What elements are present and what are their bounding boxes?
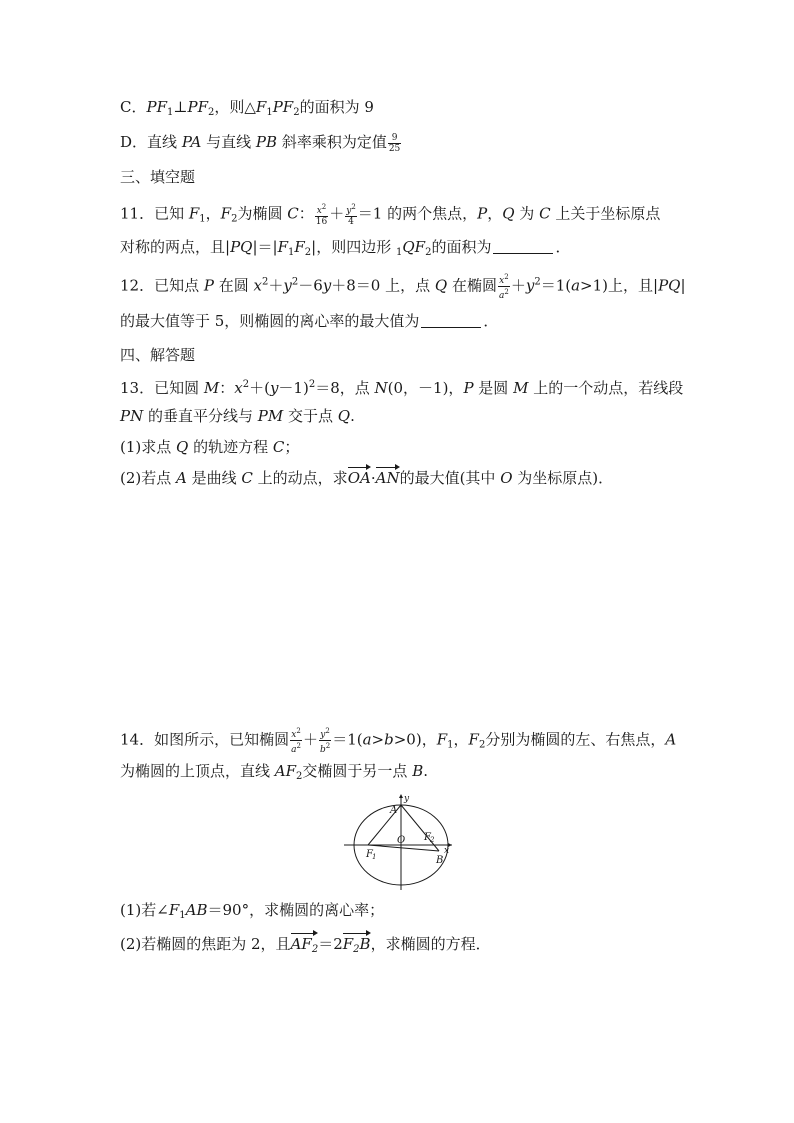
math-var: AF	[290, 935, 312, 953]
math-var: C	[272, 438, 285, 456]
answer-blank[interactable]	[493, 239, 553, 254]
math-var: C	[539, 204, 551, 223]
math-var: PQ	[230, 238, 253, 256]
q14-part1: (1)若$\angle F_1AB=90^\circ$，求椭圆的离心率；	[120, 901, 385, 921]
fraction	[388, 133, 401, 154]
label-o: O	[397, 835, 406, 846]
text: ＋	[268, 276, 284, 295]
text: ．	[483, 312, 499, 330]
math-var: F	[220, 204, 232, 223]
math-var: F	[468, 730, 479, 749]
q13-part1	[120, 437, 299, 457]
math-var: F	[168, 901, 180, 919]
frac-num: $y^2$	[320, 727, 330, 740]
text: (2)若点	[120, 469, 177, 487]
q12-line1: 12．已知点 P 在圆 $x^2+y^2-6y+8=0$ 上，点 Q 在椭圆 $\frac{x^2}{a^2}$ $+y^2=1(a>1)$上，且|PQ|	[120, 273, 686, 301]
text: 的最大值(其中	[399, 469, 501, 487]
text: ＋(	[249, 379, 270, 397]
q11-line2: 对称的两点，且$|PQ|=|F_1F_2|$，则四边形 $_1QF_2$的面积为 ．	[120, 238, 571, 258]
q13-line2	[120, 406, 355, 426]
text: .	[350, 407, 355, 425]
math-var: P	[203, 276, 214, 295]
frac-num: $x^2$	[499, 273, 509, 286]
text: >0)，	[393, 730, 437, 749]
text: 是曲线	[186, 469, 242, 487]
text: 上的动点，求	[252, 469, 348, 487]
text: ＝1(	[540, 276, 572, 295]
text: ．	[555, 238, 571, 256]
frac-den: 16	[315, 217, 328, 227]
text: 分别为椭圆的左、右焦点，	[485, 730, 666, 749]
text: ·	[370, 469, 376, 487]
text: 在椭圆	[447, 276, 497, 295]
vector-an: AN	[375, 469, 400, 487]
text: (2)若椭圆的焦距为 2，且	[120, 935, 291, 953]
math-var: F	[255, 98, 267, 116]
q14-part2	[120, 934, 491, 960]
vector-oa: OA	[347, 469, 371, 487]
frac-num: $y^2$	[346, 203, 356, 216]
frac-num: $x^2$	[291, 727, 301, 740]
option-d	[120, 132, 402, 154]
label-b: B	[436, 855, 444, 866]
y-axis-arrow	[399, 794, 403, 798]
text: ＋	[302, 730, 318, 749]
text: 为椭圆	[237, 204, 288, 223]
math-var: PN	[120, 407, 144, 425]
math-var: y	[269, 379, 279, 397]
text: ，	[453, 730, 469, 749]
fraction	[319, 726, 331, 755]
math-var: Q	[337, 407, 351, 425]
math-var: F	[436, 730, 448, 749]
fraction	[315, 202, 328, 227]
math-var: P	[477, 204, 488, 223]
text: (0，－1)，	[387, 379, 464, 397]
math-var: F	[342, 935, 354, 953]
label-f2: F	[424, 832, 431, 843]
fraction	[290, 726, 302, 755]
text: ：	[219, 379, 235, 397]
text: 对称的两点，且|	[120, 238, 231, 256]
fraction	[498, 272, 510, 301]
vector-af2: $AF_2$	[291, 934, 319, 960]
frac-num: $x^2$	[316, 203, 327, 216]
q12-line2	[120, 311, 498, 331]
math-var: y	[346, 206, 352, 216]
option-label: D．	[120, 133, 148, 151]
text: ＋	[510, 276, 526, 295]
perp-symbol: ⊥	[173, 98, 188, 116]
math-var: x	[291, 730, 297, 740]
text: ，	[487, 204, 503, 223]
math-var: b	[384, 730, 394, 749]
math-var: A	[665, 730, 677, 749]
text: ，则△	[214, 98, 256, 116]
frac-den: 4	[348, 217, 354, 227]
text: ，	[205, 204, 221, 223]
math-var: y	[320, 730, 326, 740]
label-a: A	[390, 805, 398, 816]
math-var: O	[500, 469, 513, 487]
label-f1-sub: 1	[372, 853, 377, 861]
text: 上的一个动点，若线段	[528, 379, 684, 397]
text: |	[680, 276, 686, 295]
q13-part2	[120, 468, 613, 488]
text: 11．已知	[120, 204, 189, 223]
math-var: x	[253, 276, 262, 295]
text: 在圆	[213, 276, 254, 295]
frac-den: $b^2$	[319, 742, 331, 755]
text: 斜率乘积为定值	[277, 133, 387, 151]
fraction	[345, 202, 357, 227]
text: ＝90°，求椭圆的离心率；	[207, 901, 385, 919]
q11-line1: 11．已知 $F_1$，$F_2$为椭圆 C： $\frac{x^2}{16}$ ＋ $\frac{y^2}{4}$ ＝1 的两个焦点，P，Q 为 C 上关于坐标原点	[120, 203, 661, 227]
text: 为	[514, 204, 540, 223]
math-var: PQ	[658, 276, 681, 295]
q14-line1: 14．如图所示，已知椭圆 $\frac{x^2}{a^2}$ ＋ $\frac{y^2}{b^2}$ ＝1(a>b>0)，$F_1$，$F_2$分别为椭圆的左、右焦点，A	[120, 727, 677, 755]
segment-a-b	[401, 805, 439, 851]
text: (1)求点	[120, 438, 177, 456]
math-var: y	[322, 276, 332, 295]
math-var: AF	[274, 762, 297, 780]
text: >	[371, 730, 385, 749]
math-var: PF	[187, 98, 208, 116]
label-x: x	[444, 846, 450, 856]
frac-den: $a^2$	[498, 288, 509, 301]
text: 是圆	[473, 379, 514, 397]
text: 上关于坐标原点	[550, 204, 661, 223]
q13-line1: 13．已知圆 M：$x^2+(y-1)^2=8$，点 N(0，－1)，P 是圆 M 上的一个动点，若线段	[120, 379, 684, 397]
math-var: F	[188, 204, 200, 223]
math-var: C	[287, 204, 299, 223]
math-var: N	[374, 379, 388, 397]
math-var: P	[463, 379, 474, 397]
math-var: a	[362, 730, 372, 749]
frac-num: 9	[388, 133, 401, 144]
text: 12．已知点	[120, 276, 204, 295]
text: ：	[298, 204, 314, 223]
math-var: B	[412, 762, 424, 780]
math-var: PB	[255, 133, 278, 151]
text: 交于点	[283, 407, 338, 425]
math-var: F	[277, 238, 288, 256]
text: 14．如图所示，已知椭圆	[120, 730, 290, 749]
math-var: a	[291, 745, 297, 755]
option-label: C．	[120, 98, 147, 116]
math-var: PF	[146, 98, 167, 116]
math-var: a	[571, 276, 581, 295]
math-var: y	[525, 276, 535, 295]
text: 的垂直平分线与	[143, 407, 258, 425]
math-var: b	[319, 745, 326, 755]
text: 交椭圆于另一点	[302, 762, 413, 780]
ellipse-figure	[340, 790, 460, 890]
text: －1)	[278, 379, 309, 397]
math-var: AB	[185, 901, 208, 919]
text: 的面积为 9	[299, 98, 374, 116]
math-var: C	[241, 469, 253, 487]
math-var: x	[234, 379, 243, 397]
text: (1)若∠	[120, 901, 169, 919]
text: 的轨迹方程	[188, 438, 273, 456]
section-answer-heading: 四、解答题	[120, 346, 196, 364]
math-var: x	[499, 276, 505, 286]
answer-blank[interactable]	[421, 313, 481, 328]
text: ＝2	[318, 935, 343, 953]
math-var: PF	[272, 98, 294, 116]
math-var: A	[176, 469, 187, 487]
text: 13．已知圆	[120, 379, 204, 397]
text: 的面积为	[431, 238, 492, 256]
text: ＋	[329, 204, 345, 223]
option-c: C．$PF_1\perp PF_2$，则$\triangle F_1PF_2$的面积为 9	[120, 98, 374, 118]
text: .	[423, 762, 428, 780]
text: ，求椭圆的方程．	[370, 935, 491, 953]
text: 直线	[147, 133, 182, 151]
math-var: M	[203, 379, 220, 397]
math-var: PM	[257, 407, 284, 425]
label-y: y	[404, 794, 410, 804]
text: |，则四边形	[311, 238, 396, 256]
text: ＝8，点	[315, 379, 375, 397]
math-var: Q	[434, 276, 448, 295]
text: 与直线	[201, 133, 256, 151]
text: 为椭圆的上顶点，直线	[120, 762, 275, 780]
section-fill-in-heading: 三、填空题	[120, 168, 196, 186]
text: －6	[298, 276, 323, 295]
text: ＝1 的两个焦点，	[357, 204, 478, 223]
frac-den: $a^2$	[291, 742, 301, 755]
math-var: x	[316, 206, 322, 216]
text: ＋8＝0 上，点	[331, 276, 435, 295]
label-f2-sub: 2	[430, 836, 435, 844]
label-f1: F	[366, 849, 373, 860]
math-var: a	[498, 291, 505, 301]
text: >1)上，且|	[580, 276, 659, 295]
text: |＝|	[252, 238, 278, 256]
text: ；	[284, 438, 300, 456]
math-var: Q	[502, 204, 515, 223]
frac-den: 25	[388, 143, 401, 154]
vector-f2b: $F_2B$	[343, 934, 371, 960]
text: 的最大值等于 5，则椭圆的离心率的最大值为	[120, 312, 420, 330]
math-var: y	[283, 276, 292, 295]
text: ＝1(	[332, 730, 363, 749]
text: 为坐标原点)．	[512, 469, 614, 487]
q14-line2: 为椭圆的上顶点，直线 $AF_2$交椭圆于另一点 B.	[120, 762, 428, 782]
math-var: PA	[181, 133, 202, 151]
math-var: Q	[176, 438, 189, 456]
math-var: M	[513, 379, 529, 397]
